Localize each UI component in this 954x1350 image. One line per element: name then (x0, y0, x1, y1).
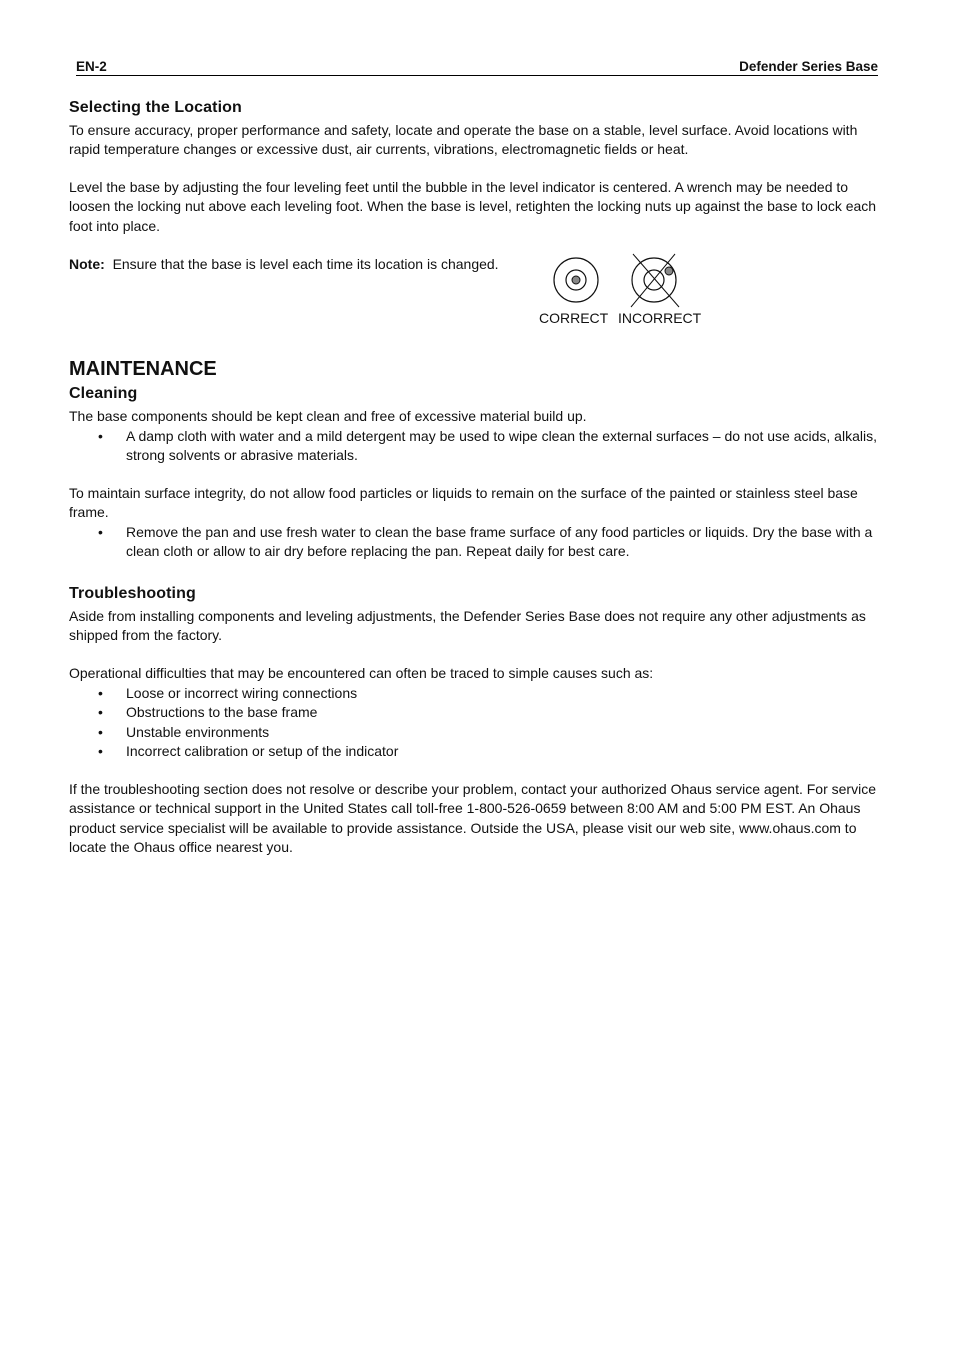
cleaning-paragraph-2: To maintain surface integrity, do not allow food particles or liquids to remain on the surface of the painted or stainless steel base frame. (69, 485, 858, 521)
note-label: Note: (69, 256, 105, 272)
page-header (76, 58, 878, 76)
troubleshooting-paragraph-1: Aside from installing components and leveling adjustments, the Defender Series Base does not require any other adjustments as shipped from the factory. (69, 608, 866, 644)
cleaning-paragraph-1: The base components should be kept clean and free of excessive material build up. (69, 408, 587, 424)
correct-label: CORRECT (539, 310, 609, 326)
level-indicator-graphics (539, 252, 709, 308)
location-paragraph-1: To ensure accuracy, proper performance and safety, locate and operate the base on a stable, level surface. Avoid locations with rapid temperature changes or excessive dust, air currents, vibrations, electromagnetic fields or heat. (69, 122, 858, 158)
section-heading-maintenance: MAINTENANCE (69, 358, 217, 380)
location-note (69, 255, 519, 274)
page-number: EN-2 (76, 59, 107, 74)
list-item: • Incorrect calibration or setup of the indicator (126, 742, 879, 761)
section-heading-location: Selecting the Location (69, 99, 242, 116)
list-item: • Obstructions to the base frame (126, 703, 879, 722)
list-item: • Unstable environments (126, 723, 879, 742)
list-item: • Loose or incorrect wiring connections (126, 684, 879, 703)
cleaning-list-1 (69, 427, 879, 466)
subsection-heading-cleaning: Cleaning (69, 385, 138, 402)
level-bubble-off-center-icon (631, 254, 679, 307)
list-item: • A damp cloth with water and a mild detergent may be used to wipe clean the external surfaces – do not use acids, alkalis, strong solvents or abrasive materials. (126, 427, 879, 466)
troubleshooting-paragraph-2: Operational difficulties that may be encountered can often be traced to simple causes such as: (69, 665, 654, 681)
document-title: Defender Series Base (739, 59, 878, 74)
location-paragraph-2: Level the base by adjusting the four leveling feet until the bubble in the level indicator is centered. A wrench may be needed to loosen the locking nut above each leveling foot. When the base is level, retighten the locking nuts up against the base to lock each foot into place. (69, 179, 877, 234)
incorrect-label: INCORRECT (618, 310, 702, 326)
subsection-heading-troubleshooting: Troubleshooting (69, 585, 196, 602)
cleaning-list-2 (69, 523, 879, 562)
list-item: • Remove the pan and use fresh water to clean the base frame surface of any food particles or liquids. Dry the base with a clean cloth or allow to air dry before replacing the pan. Repeat daily for best care. (126, 523, 879, 562)
troubleshooting-causes-list (69, 684, 879, 761)
level-bubble-centered-icon (554, 258, 598, 302)
note-text: Ensure that the base is level each time its location is changed. (112, 256, 499, 272)
level-indicator-figure (539, 252, 709, 332)
troubleshooting-paragraph-3: If the troubleshooting section does not resolve or describe your problem, contact your authorized Ohaus service agent. For service assistance or technical support in the United States call toll-free 1-800-526-0659 between 8:00 AM and 5:00 PM EST. An Ohaus product service specialist will be available to provide assistance. Outside the USA, please visit our web site, www.ohaus.com to locate the Ohaus office nearest you. (69, 781, 876, 855)
